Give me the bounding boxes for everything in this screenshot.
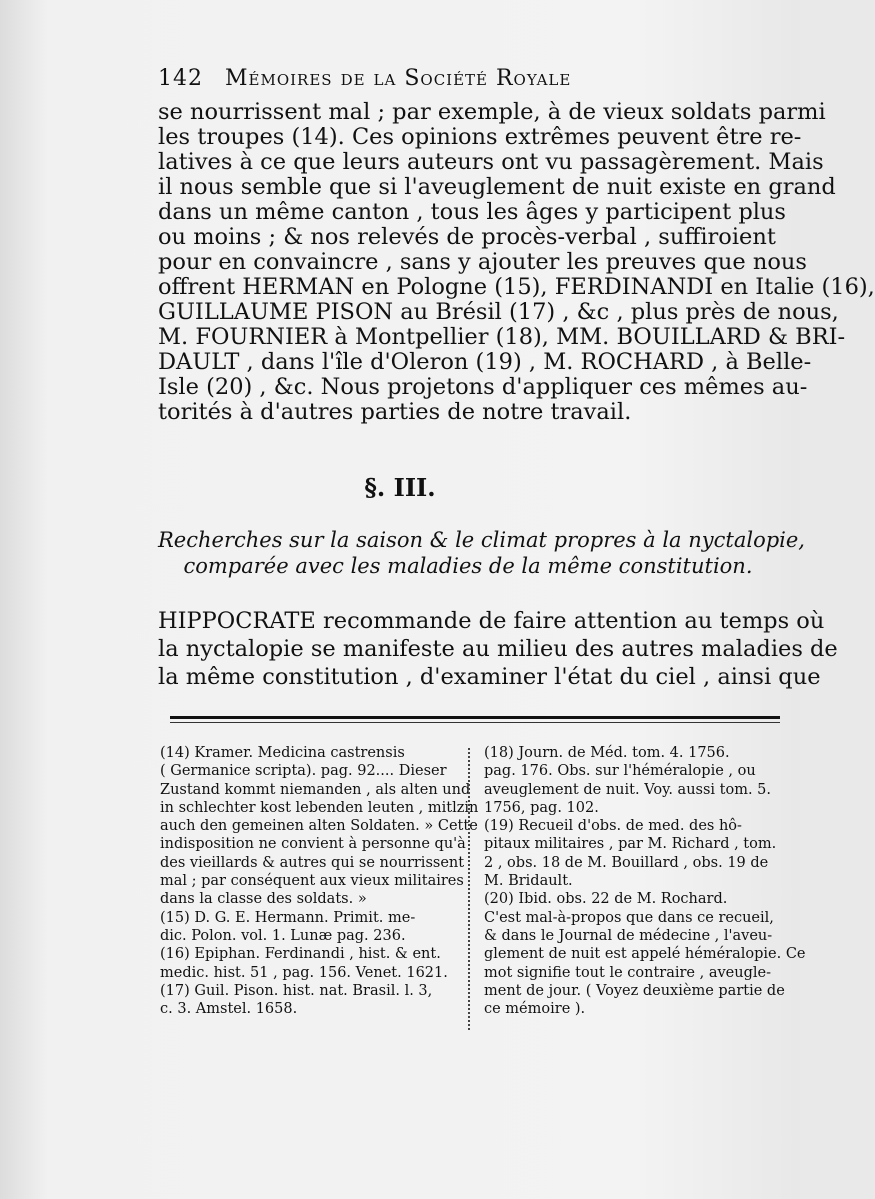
author-name: HIPPOCRATE: [158, 608, 316, 634]
footnote-line: C'est mal-à-propos que dans ce recueil,: [484, 909, 774, 926]
paragraph-2: [158, 607, 838, 691]
footnote-line: c. 3. Amstel. 1658.: [160, 1001, 298, 1018]
text-line: torités à d'autres parties de notre travail.: [158, 399, 632, 425]
text-line: M. FOURNIER à Montpellier (18), MM. BOUILLARD & BRI-: [158, 324, 846, 350]
subtitle-line: comparée avec les maladies de la même constitution.: [183, 554, 753, 578]
subtitle-line: Recherches sur la saison & le climat propres à la nyctalopie,: [158, 528, 805, 552]
footnote-line: dic. Polon. vol. 1. Lunæ pag. 236.: [160, 927, 406, 944]
footnote-line: ( Germanice scripta). pag. 92.... Dieser: [160, 763, 447, 780]
footnote-line: medic. hist. 51 , pag. 156. Venet. 1621.: [160, 964, 448, 981]
text-line: dans un même canton , tous les âges y participent plus: [158, 199, 786, 225]
page-header: [158, 66, 778, 91]
footnote-line: ment de jour. ( Voyez deuxième partie de: [484, 982, 785, 999]
footnote-line: pitaux militaires , par M. Richard , tom.: [484, 836, 777, 853]
footnote-line: M. Bridault.: [484, 873, 573, 890]
text-line: les troupes (14). Ces opinions extrêmes peuvent être re-: [158, 124, 802, 150]
footnote-line: glement de nuit est appelé héméralopie. Ce: [484, 946, 806, 963]
text-line: pour en convaincre , sans y ajouter les preuves que nous: [158, 249, 807, 275]
footnotes-left-column: [160, 744, 479, 1018]
footnote-line: (19) Recueil d'obs. de med. des hô-: [484, 818, 742, 835]
footnote-line: dans la classe des soldats. »: [160, 891, 367, 908]
footnote-line: in schlechter kost lebenden leuten , mitlzin: [160, 799, 479, 816]
footnote-line: Zustand kommt niemanden , als alten und: [160, 781, 471, 798]
footnote-line: (20) Ibid. obs. 22 de M. Rochard.: [484, 891, 728, 908]
text-line: [158, 607, 825, 635]
running-title: Mémoires de la Société Royale: [225, 66, 572, 91]
footnote-line: (14) Kramer. Medicina castrensis: [160, 745, 405, 761]
text-line: ou moins ; & nos relevés de procès-verbal , suffiroient: [158, 224, 776, 250]
page-number: 142: [158, 66, 203, 91]
paragraph-1: [158, 99, 875, 425]
text-line: latives à ce que leurs auteurs ont vu passagèrement. Mais: [158, 149, 824, 175]
text-line: la nyctalopie se manifeste au milieu des autres maladies de: [158, 636, 838, 662]
footnote-line: indisposition ne convient à personne qu'à: [160, 836, 466, 853]
footnotes-right-column: [484, 744, 806, 1018]
text-line: DAULT , dans l'île d'Oleron (19) , M. ROCHARD , à Belle-: [158, 349, 812, 375]
footnote-line: mot signifie tout le contraire , aveugle-: [484, 964, 771, 981]
section-subtitle: [158, 527, 805, 579]
section-heading: §. III.: [364, 473, 436, 502]
text-fragment: recommande de faire attention au temps où: [315, 608, 825, 634]
footnote-rule: [170, 716, 780, 719]
text-line: se nourrissent mal ; par exemple, à de vieux soldats parmi: [158, 99, 826, 125]
footnote-line: 2 , obs. 18 de M. Bouillard , obs. 19 de: [484, 854, 769, 871]
footnote-line: pag. 176. Obs. sur l'héméralopie , ou: [484, 763, 756, 780]
footnote-line: & dans le Journal de médecine , l'aveu-: [484, 927, 773, 944]
footnote-line: (16) Epiphan. Ferdinandi , hist. & ent.: [160, 946, 441, 963]
footnote-line: des vieillards & autres qui se nourrissent: [160, 854, 465, 871]
footnote-line: ce mémoire ).: [484, 1001, 586, 1018]
text-line: Isle (20) , &c. Nous projetons d'appliquer ces mêmes au-: [158, 374, 808, 400]
footnote-rule-thin: [170, 722, 780, 723]
footnote-line: (18) Journ. de Méd. tom. 4. 1756.: [484, 745, 730, 761]
text-line: la même constitution , d'examiner l'état du ciel , ainsi que: [158, 664, 821, 690]
text-line: il nous semble que si l'aveuglement de nuit existe en grand: [158, 174, 836, 200]
text-line: offrent HERMAN en Pologne (15), FERDINANDI en Italie (16),: [158, 274, 875, 300]
footnote-line: auch den gemeinen alten Soldaten. » Cette: [160, 818, 478, 835]
footnote-line: mal ; par conséquent aux vieux militaires: [160, 873, 464, 890]
footnote-line: 1756, pag. 102.: [484, 799, 599, 816]
column-divider: [468, 748, 471, 1030]
text-line: GUILLAUME PISON au Brésil (17) , &c , plus près de nous,: [158, 299, 839, 325]
footnote-line: aveuglement de nuit. Voy. aussi tom. 5.: [484, 781, 772, 798]
footnote-line: (17) Guil. Pison. hist. nat. Brasil. l. 3,: [160, 982, 433, 999]
footnote-line: (15) D. G. E. Hermann. Primit. me-: [160, 909, 416, 926]
